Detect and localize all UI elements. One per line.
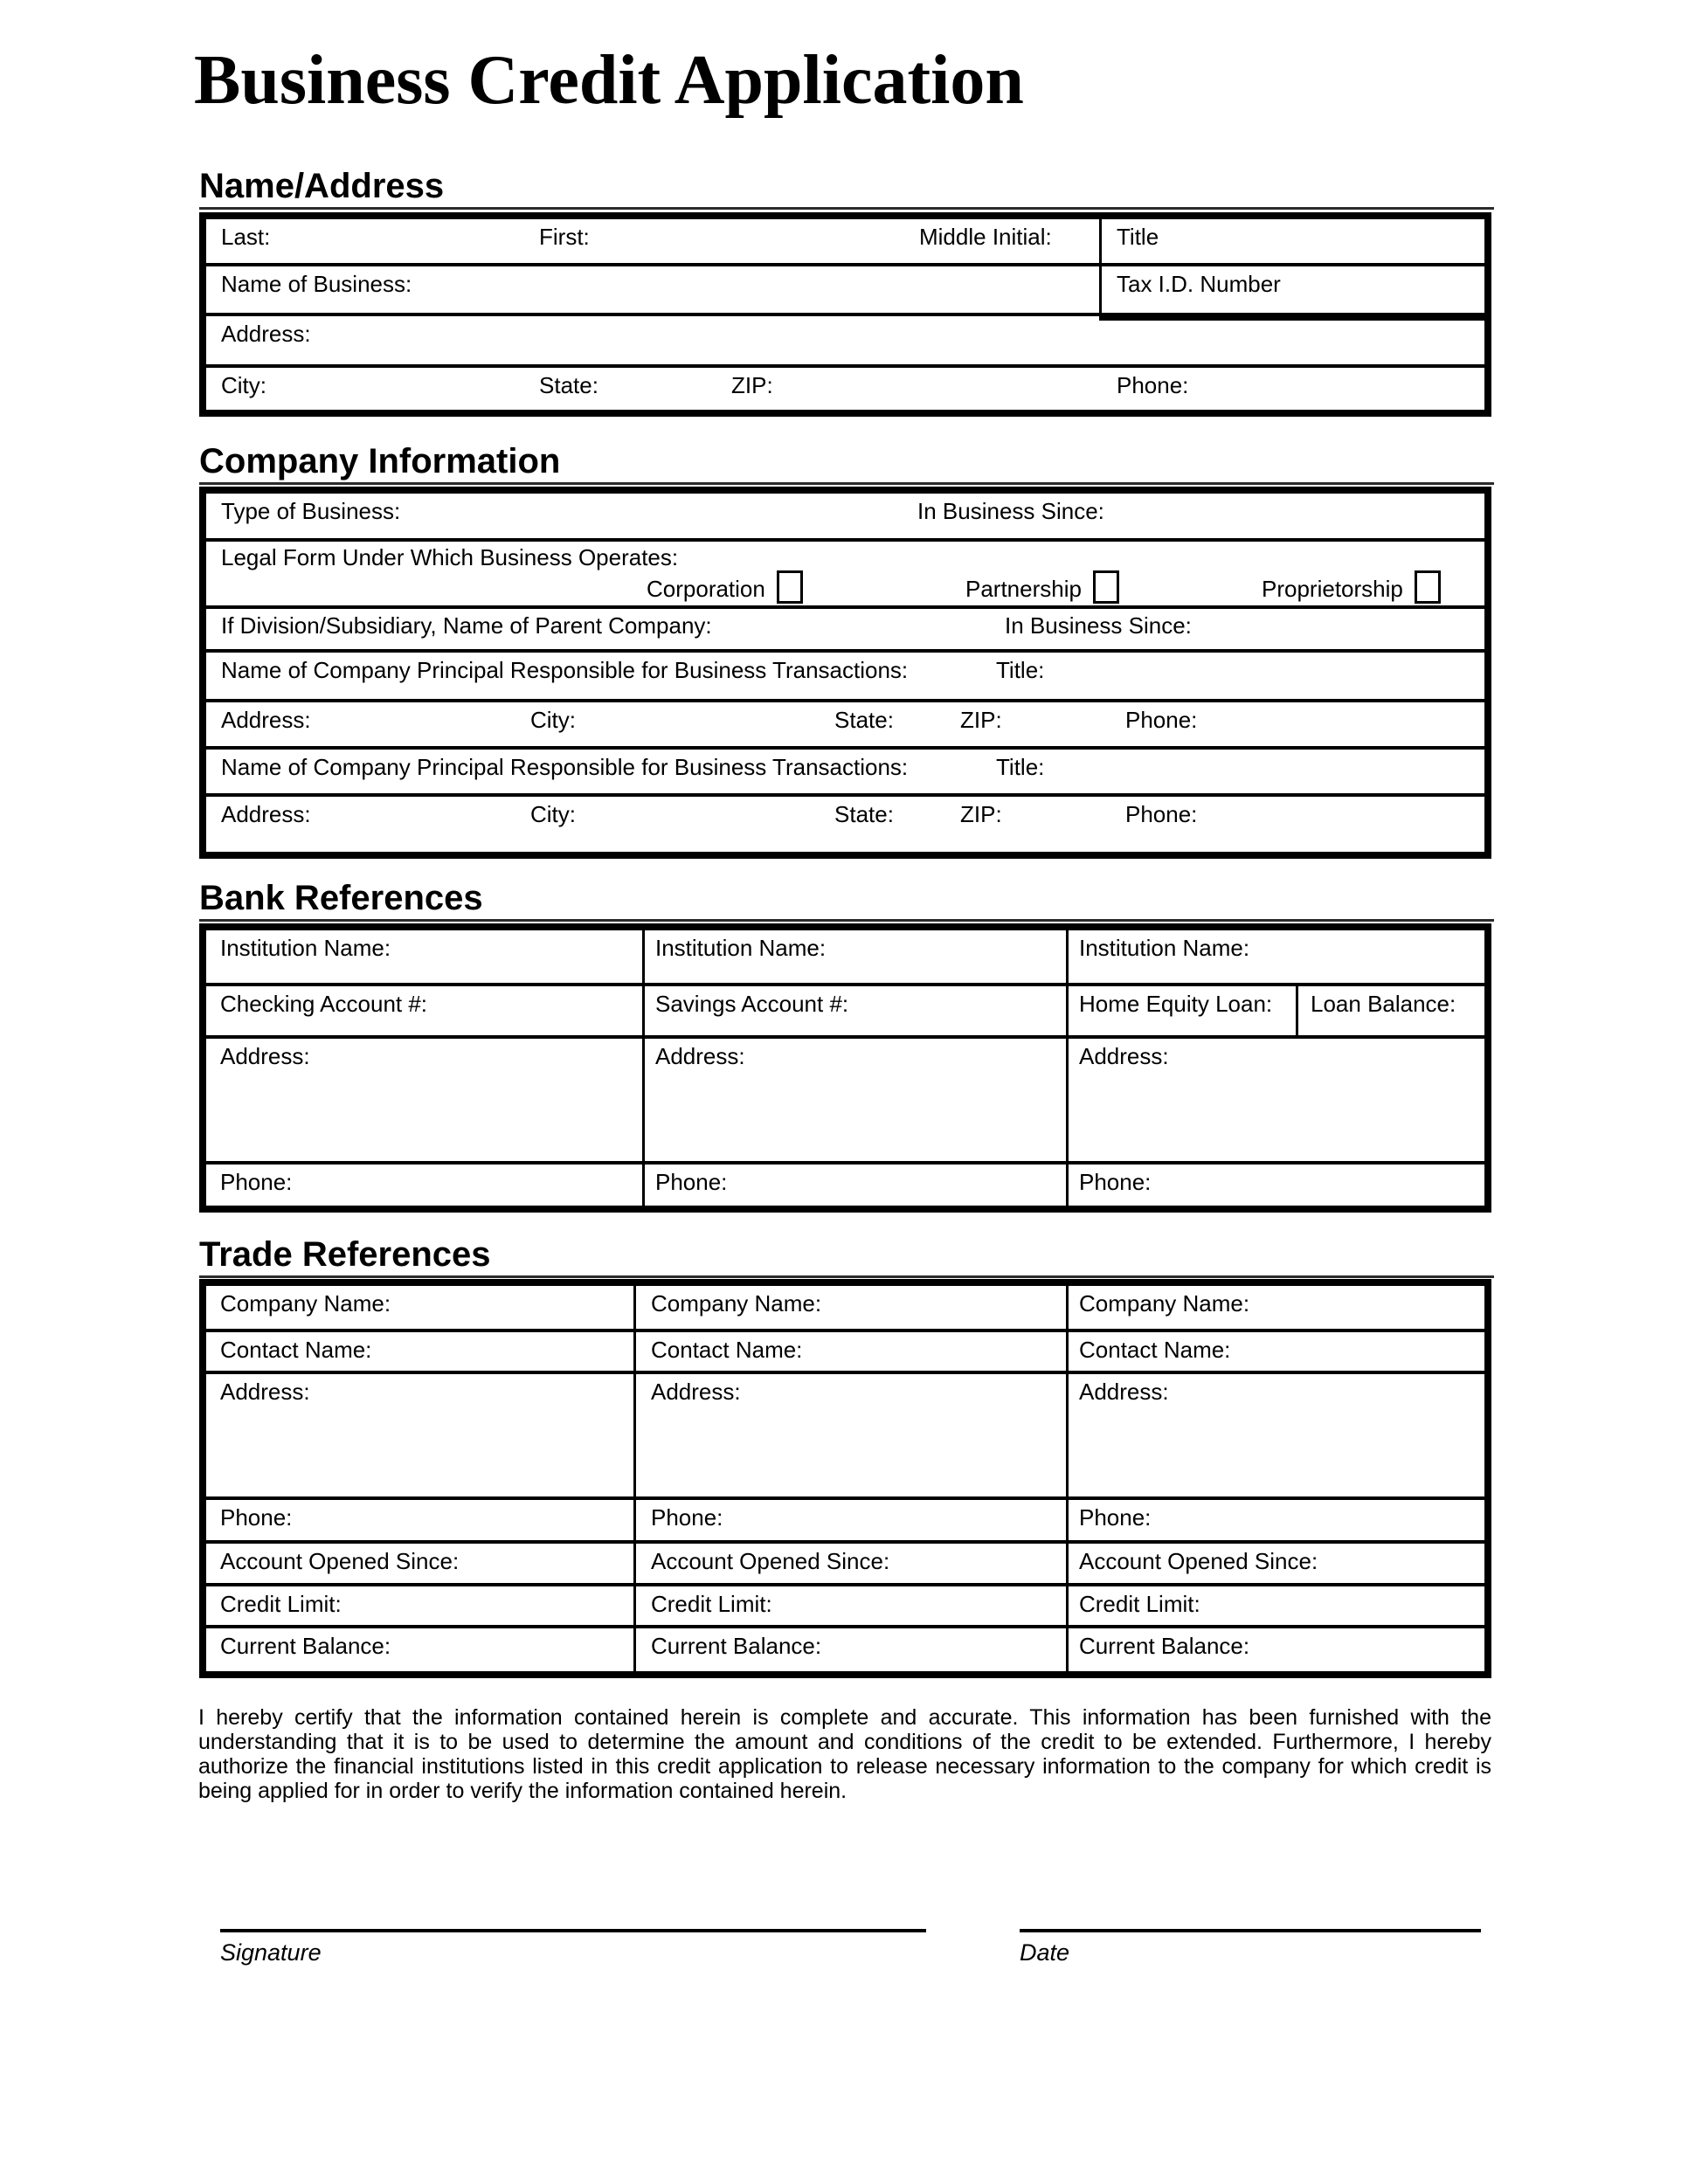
tax-id-label: Tax I.D. Number: [1117, 271, 1281, 297]
institution-name-label: Institution Name:: [655, 935, 827, 961]
current-balance-label: Current Balance:: [1079, 1633, 1250, 1659]
proprietorship-option: [1262, 570, 1441, 604]
contact-name-row-field[interactable]: [206, 1329, 1484, 1371]
principal-name-label: Name of Company Principal Responsible for Business Transactions:: [221, 754, 909, 780]
company-name-label: Company Name:: [1079, 1290, 1250, 1317]
legal-form-row-field[interactable]: [206, 538, 1484, 605]
address-label: Address:: [221, 321, 311, 347]
account-opened-since-row-field[interactable]: [206, 1540, 1484, 1583]
legal-form-label: Legal Form Under Which Business Operates:: [221, 544, 679, 570]
principal-title-label: Title:: [996, 754, 1045, 780]
principal-title-label: Title:: [996, 657, 1045, 683]
partnership-label: Partnership: [965, 576, 1082, 602]
city-label: City:: [530, 707, 576, 733]
address-label: Address:: [221, 801, 311, 827]
savings-account-label: Savings Account #:: [655, 991, 849, 1017]
checking-account-label: Checking Account #:: [220, 991, 428, 1017]
company-name-row-field[interactable]: [206, 1286, 1484, 1329]
company-name-label: Company Name:: [220, 1290, 391, 1317]
phone-label: Phone:: [1079, 1504, 1152, 1531]
contact-name-label: Contact Name:: [220, 1337, 372, 1363]
parent-company-label: If Division/Subsidiary, Name of Parent Company:: [221, 612, 712, 639]
address-label: Address:: [1079, 1379, 1169, 1405]
contact-name-label: Contact Name:: [651, 1337, 803, 1363]
credit-limit-label: Credit Limit:: [651, 1591, 772, 1617]
phone-label: Phone:: [655, 1169, 728, 1195]
middle-initial-label: Middle Initial:: [919, 224, 1052, 250]
company-name-label: Company Name:: [651, 1290, 822, 1317]
signature-line[interactable]: [220, 1929, 926, 1932]
bank-references-table: [199, 923, 1491, 1213]
business-name-row-field[interactable]: [206, 263, 1484, 313]
zip-label: ZIP:: [960, 801, 1002, 827]
phone-label: Phone:: [651, 1504, 723, 1531]
principal-1-row-field[interactable]: [206, 649, 1484, 699]
section-heading-bank-references: Bank References: [199, 879, 1494, 922]
zip-label: ZIP:: [731, 372, 773, 398]
certification-statement: I hereby certify that the information contained herein is complete and accurate. This information has been furnished with the understanding that it is to be used to determine the amount and conditions of the credit to be extended. Furthermore, I hereby authorize the financial institutions listed in this credit application to release necessary information to the company for which credit is being applied for in order to verify the information contained herein.: [198, 1705, 1491, 1803]
proprietorship-label: Proprietorship: [1262, 576, 1403, 602]
city-label: City:: [530, 801, 576, 827]
corporation-label: Corporation: [647, 576, 765, 602]
state-label: State:: [539, 372, 598, 398]
account-opened-since-label: Account Opened Since:: [220, 1548, 460, 1574]
last-label: Last:: [221, 224, 271, 250]
proprietorship-checkbox[interactable]: [1415, 570, 1441, 604]
first-label: First:: [539, 224, 590, 250]
bank-address-row-field[interactable]: [206, 1035, 1484, 1161]
principal-2-address-row-field[interactable]: [206, 793, 1484, 852]
state-label: State:: [834, 707, 894, 733]
account-opened-since-label: Account Opened Since:: [651, 1548, 890, 1574]
bank-phone-row-field[interactable]: [206, 1161, 1484, 1206]
principal-2-row-field[interactable]: [206, 746, 1484, 793]
credit-limit-label: Credit Limit:: [220, 1591, 342, 1617]
title-label: Title: [1117, 224, 1159, 250]
zip-label: ZIP:: [960, 707, 1002, 733]
credit-limit-row-field[interactable]: [206, 1583, 1484, 1625]
business-name-label: Name of Business:: [221, 271, 412, 297]
type-of-business-label: Type of Business:: [221, 498, 401, 524]
address-row-field[interactable]: [206, 313, 1484, 364]
parent-company-row-field[interactable]: [206, 605, 1484, 649]
address-label: Address:: [651, 1379, 741, 1405]
phone-label: Phone:: [1125, 707, 1198, 733]
page-title: Business Credit Application: [194, 42, 1024, 119]
contact-name-label: Contact Name:: [1079, 1337, 1231, 1363]
state-label: State:: [834, 801, 894, 827]
account-number-row-field[interactable]: [206, 983, 1484, 1035]
principal-name-label: Name of Company Principal Responsible for Business Transactions:: [221, 657, 909, 683]
corporation-checkbox[interactable]: [777, 570, 803, 604]
trade-address-row-field[interactable]: [206, 1371, 1484, 1496]
name-row-field[interactable]: [206, 219, 1484, 263]
institution-name-label: Institution Name:: [1079, 935, 1250, 961]
date-label: Date: [1020, 1939, 1070, 1966]
current-balance-label: Current Balance:: [651, 1633, 822, 1659]
in-business-since-label: In Business Since:: [917, 498, 1104, 524]
institution-name-label: Institution Name:: [220, 935, 391, 961]
city-state-zip-phone-row-field[interactable]: [206, 364, 1484, 410]
in-business-since-label: In Business Since:: [1005, 612, 1192, 639]
partnership-checkbox[interactable]: [1093, 570, 1119, 604]
trade-phone-row-field[interactable]: [206, 1496, 1484, 1540]
date-line[interactable]: [1020, 1929, 1481, 1932]
company-information-table: [199, 487, 1491, 859]
account-opened-since-label: Account Opened Since:: [1079, 1548, 1318, 1574]
institution-name-row-field[interactable]: [206, 930, 1484, 983]
credit-limit-label: Credit Limit:: [1079, 1591, 1200, 1617]
phone-label: Phone:: [1125, 801, 1198, 827]
principal-1-address-row-field[interactable]: [206, 699, 1484, 746]
current-balance-row-field[interactable]: [206, 1625, 1484, 1671]
section-heading-trade-references: Trade References: [199, 1235, 1494, 1278]
partnership-option: [965, 570, 1119, 604]
phone-label: Phone:: [1079, 1169, 1152, 1195]
address-label: Address:: [1079, 1043, 1169, 1069]
corporation-option: [647, 570, 803, 604]
phone-label: Phone:: [220, 1169, 293, 1195]
section-heading-company-information: Company Information: [199, 442, 1494, 485]
address-label: Address:: [221, 707, 311, 733]
address-label: Address:: [655, 1043, 745, 1069]
loan-balance-label: Loan Balance:: [1311, 991, 1456, 1017]
signature-label: Signature: [220, 1939, 322, 1966]
section-heading-name-address: Name/Address: [199, 167, 1494, 210]
current-balance-label: Current Balance:: [220, 1633, 391, 1659]
home-equity-loan-label: Home Equity Loan:: [1079, 991, 1273, 1017]
phone-label: Phone:: [1117, 372, 1189, 398]
city-label: City:: [221, 372, 266, 398]
name-address-table: [199, 212, 1491, 417]
address-label: Address:: [220, 1379, 310, 1405]
address-label: Address:: [220, 1043, 310, 1069]
type-of-business-row-field[interactable]: [206, 494, 1484, 538]
trade-references-table: [199, 1279, 1491, 1678]
phone-label: Phone:: [220, 1504, 293, 1531]
